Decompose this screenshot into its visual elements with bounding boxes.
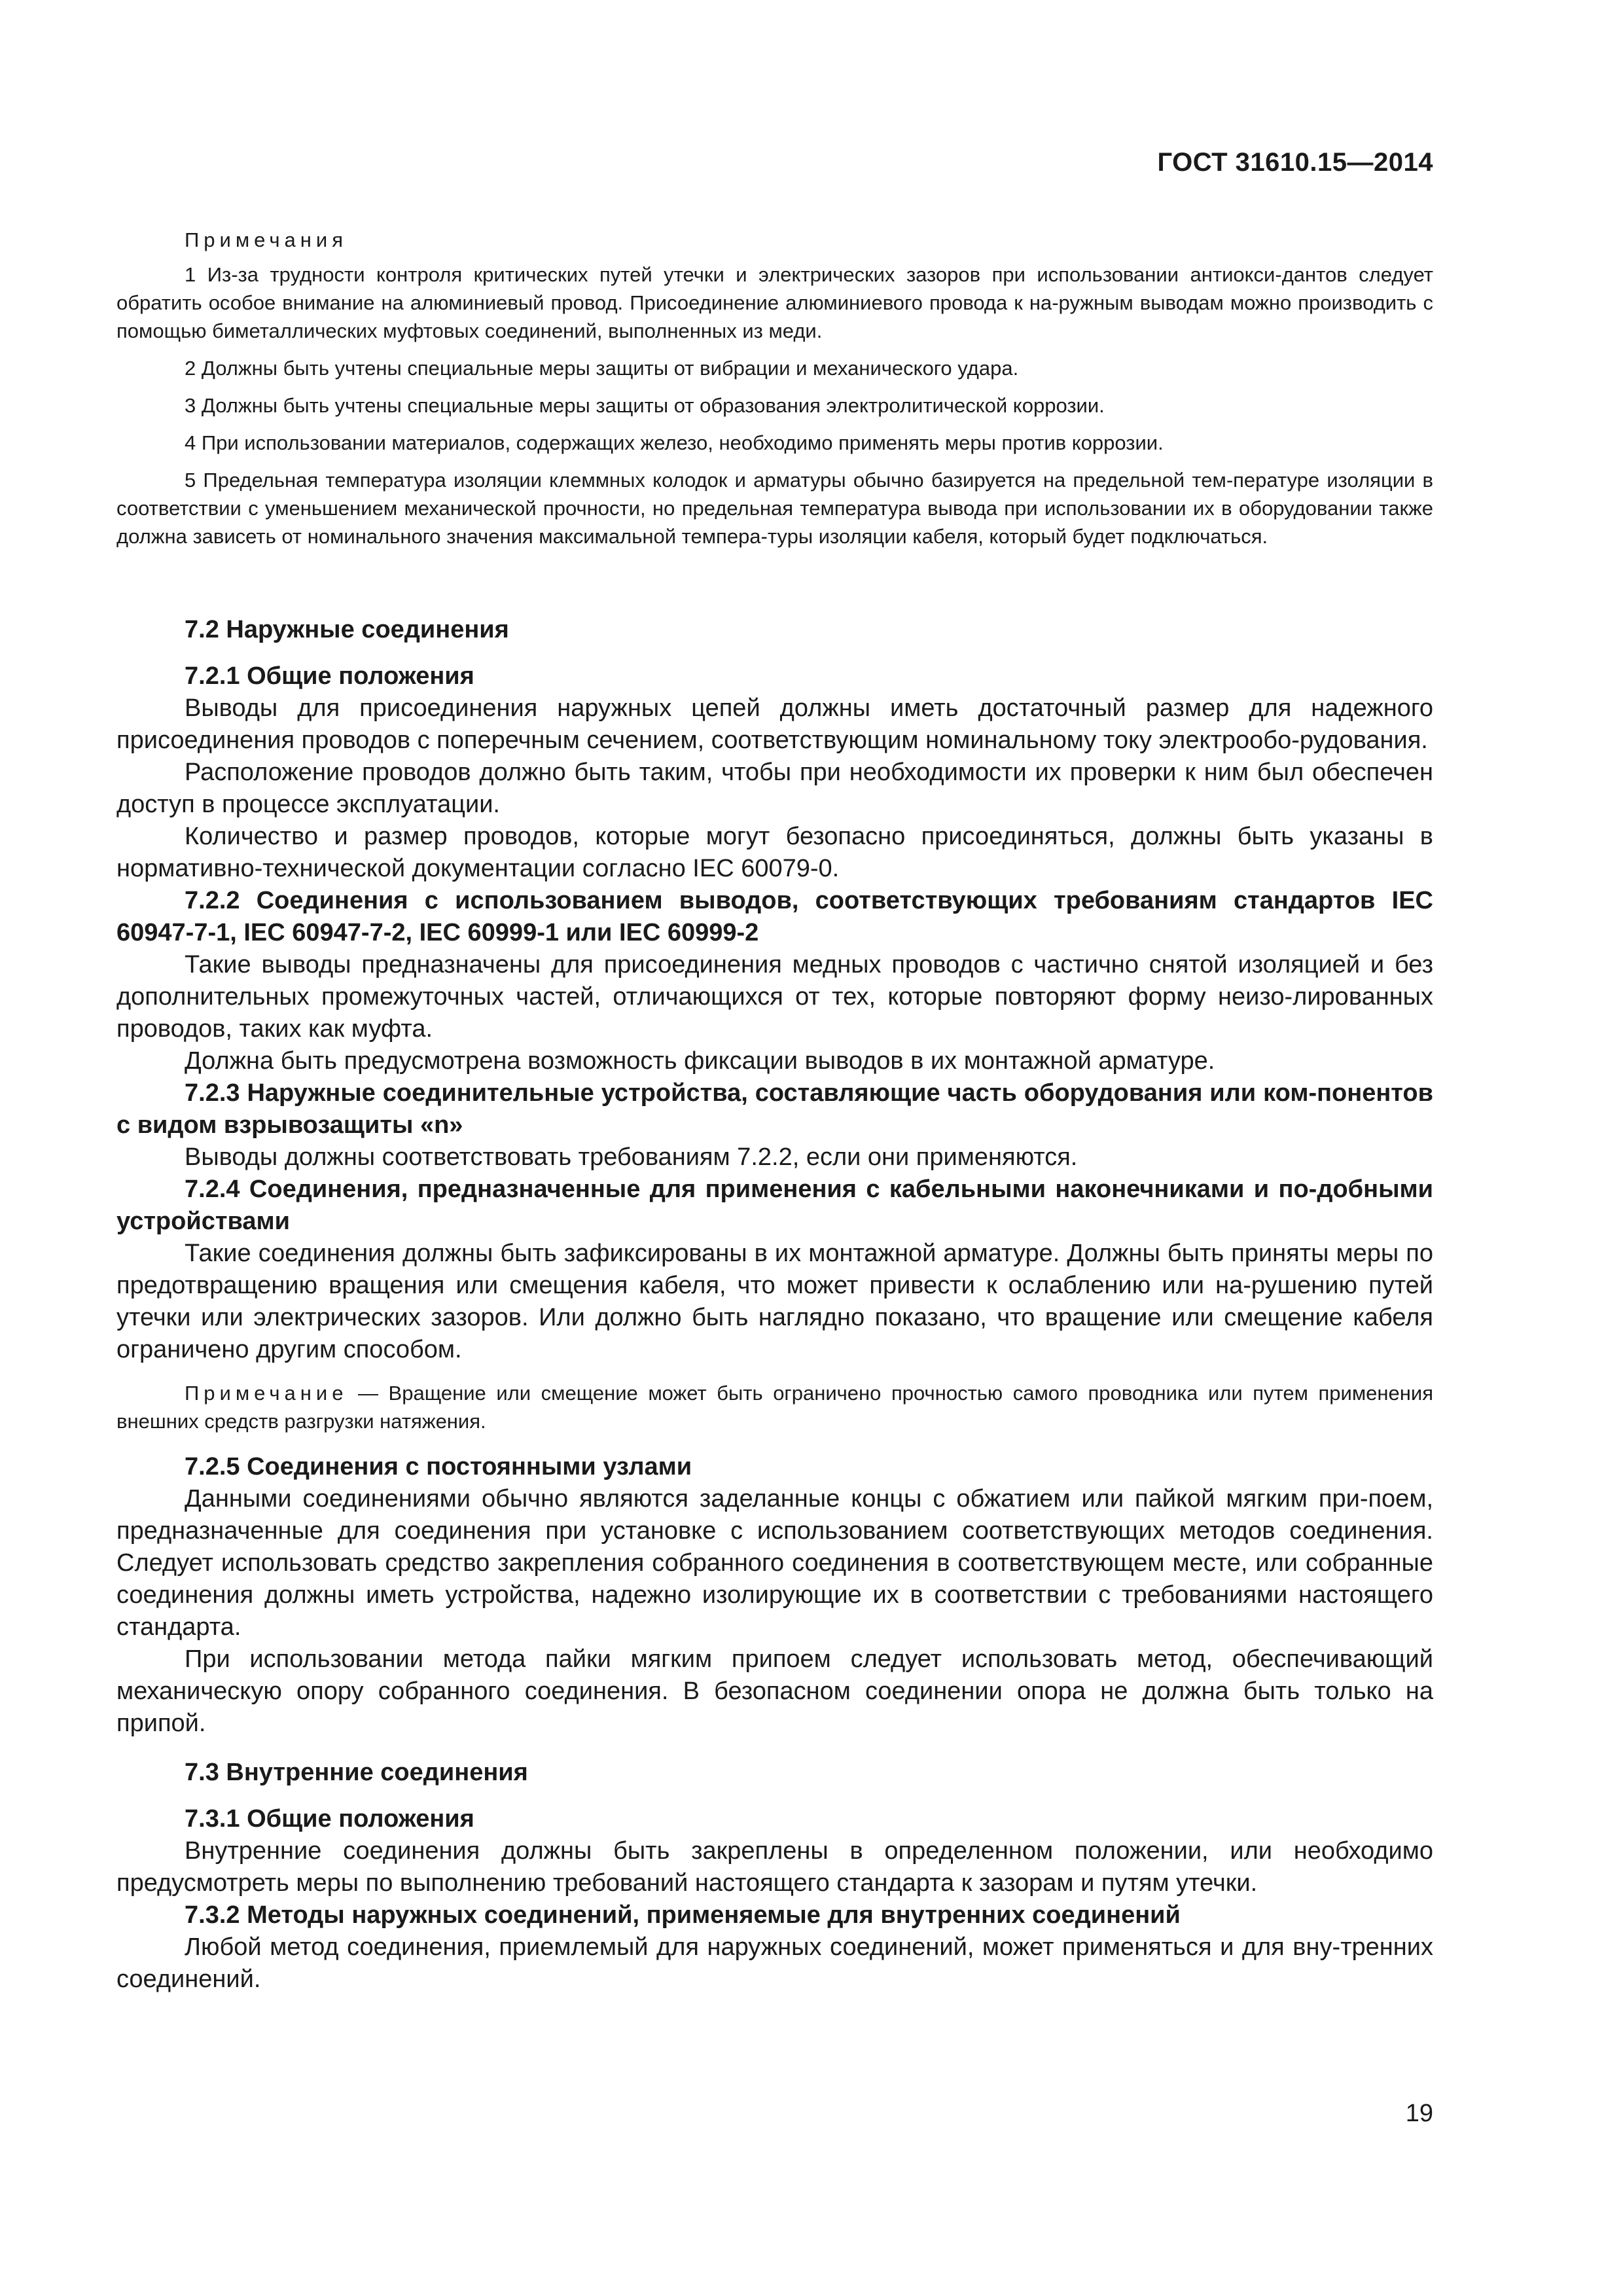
paragraph: При использовании метода пайки мягким припоем следует использовать метод, обеспечивающий механическую опору собранного соединения. В безопасном соединении опора не должна быть только на припой. (116, 1645, 1433, 1737)
section-heading: 7.2 Наружные соединения (185, 616, 509, 643)
notes-title: Примечания (185, 228, 348, 251)
note-label: Примечание (185, 1382, 348, 1405)
document-number-header: ГОСТ 31610.15—2014 (1157, 148, 1433, 177)
note-text: — Вращение или смещение может быть ограничено прочностью самого проводника или путем применения внешних средств разгрузки натяжения. (116, 1382, 1433, 1433)
note-item: 2 Должны быть учтены специальные меры защиты от вибрации и механического удара. (185, 357, 1019, 380)
notes-list (116, 260, 1433, 560)
paragraph: Любой метод соединения, приемлемый для наружных соединений, может применяться и для вну-тренних соединений. (116, 1933, 1433, 1993)
note-item: 3 Должны быть учтены специальные меры защиты от образования электролитической коррозии. (185, 394, 1105, 417)
paragraph: Такие соединения должны быть зафиксированы в их монтажной арматуре. Должны быть приняты меры по предотвращению вращения или смещения кабеля, что может привести к ослаблению или на-рушению путей утечки или электрических зазоров. Или должно быть наглядно показано, что вращение или смещение кабеля ограничено другим способом. (116, 1240, 1433, 1363)
note-item: 4 При использовании материалов, содержащих железо, необходимо применять меры против коррозии. (185, 431, 1164, 454)
page-number: 19 (1405, 2100, 1433, 2127)
paragraph: Должна быть предусмотрена возможность фиксации выводов в их монтажной арматуре. (185, 1047, 1215, 1075)
paragraph: Выводы должны соответствовать требованиям 7.2.2, если они применяются. (185, 1143, 1078, 1171)
note-item: 1 Из-за трудности контроля критических путей утечки и электрических зазоров при использовании антиокси-дантов следует обратить особое внимание на алюминиевый провод. Присоединение алюминиевого провода к на-ружным выводам можно производить с помощью биметаллических муфтовых соединений, выполненных из меди. (116, 263, 1433, 342)
subsection-heading: 7.2.5 Соединения с постоянными узлами (185, 1453, 692, 1480)
subsection-heading: 7.2.4 Соединения, предназначенные для применения с кабельными наконечниками и по-добными устройствами (116, 1175, 1433, 1235)
section-heading: 7.3 Внутренние соединения (185, 1759, 528, 1786)
paragraph: Внутренние соединения должны быть закреплены в определенном положении, или необходимо предусмотреть меры по выполнению требований настоящего стандарта к зазорам и путям утечки. (116, 1837, 1433, 1897)
note (116, 1379, 1433, 1435)
subsection-heading: 7.2.3 Наружные соединительные устройства, составляющие часть оборудования или ком-понентов с видом взрывозащиты «n» (116, 1079, 1433, 1139)
section-7-2 (116, 614, 1433, 1996)
paragraph: Выводы для присоединения наружных цепей должны иметь достаточный размер для надежного присоединения проводов с поперечным сечением, соответствующим номинальному току электрообо-рудования. (116, 694, 1433, 754)
subsection-heading: 7.2.2 Соединения с использованием выводов, соответствующих требованиям стандартов IEC 60947-7-1, IEC 60947-7-2, IEC 60999-1 или IEC 60999-2 (116, 887, 1433, 946)
subsection-heading: 7.2.1 Общие положения (185, 662, 474, 690)
paragraph: Данными соединениями обычно являются заделанные концы с обжатием или пайкой мягким при-поем, предназначенные для соединения при установке с использованием соответствующих методов соединения. Следует использовать средство закрепления собранного соединения в соответствующем месте, или собранные соединения должны иметь устройства, надежно изолирующие их в соответствии с требованиями настоящего стандарта. (116, 1485, 1433, 1641)
paragraph: Такие выводы предназначены для присоединения медных проводов с частично снятой изоляцией и без дополнительных промежуточных частей, отличающихся от тех, которые повторяют форму неизо-лированных проводов, таких как муфта. (116, 951, 1433, 1043)
paragraph: Расположение проводов должно быть таким, чтобы при необходимости их проверки к ним был обеспечен доступ в процессе эксплуатации. (116, 759, 1433, 818)
subsection-heading: 7.3.1 Общие положения (185, 1805, 474, 1833)
subsection-heading: 7.3.2 Методы наружных соединений, применяемые для внутренних соединений (185, 1901, 1181, 1929)
paragraph: Количество и размер проводов, которые могут безопасно присоединяться, должны быть указаны в нормативно-технической документации согласно IEC 60079-0. (116, 823, 1433, 882)
note-item: 5 Предельная температура изоляции клеммных колодок и арматуры обычно базируется на предельной тем-пературе изоляции в соответствии с уменьшением механической прочности, но предельная температура вывода при использовании их в оборудовании также должна зависеть от номинального значения максимальной темпера-туры изоляции кабеля, который будет подключаться. (116, 469, 1433, 548)
